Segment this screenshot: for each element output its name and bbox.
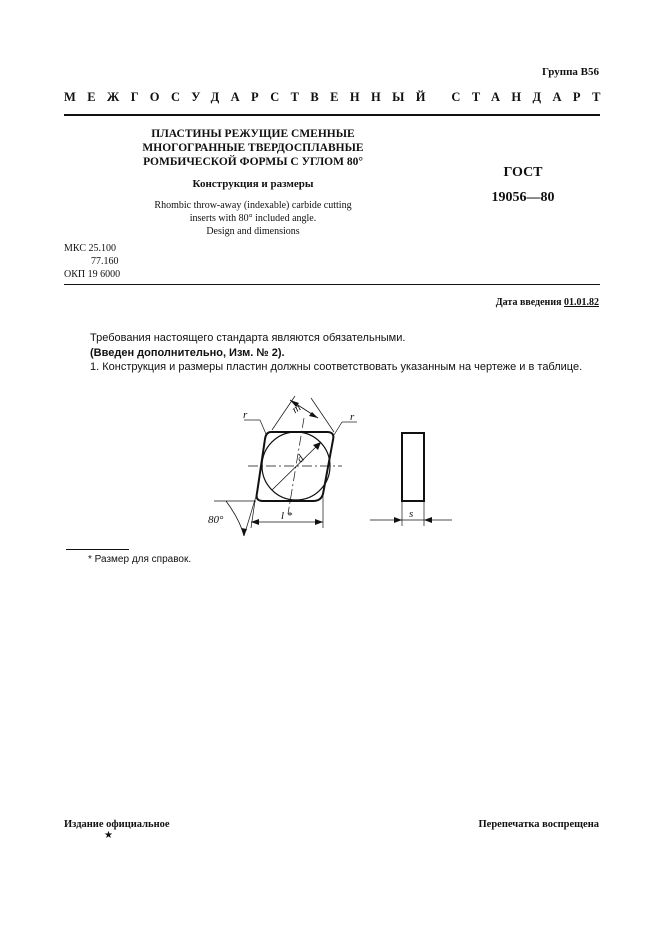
english-title — [118, 199, 388, 238]
title-block — [118, 127, 388, 238]
gost-number: 19056—80 — [491, 190, 555, 205]
label-m: m — [289, 401, 304, 417]
title-line-3: РОМБИЧЕСКОЙ ФОРМЫ С УГЛОМ 80° — [143, 156, 363, 168]
star-icon: ★ — [104, 830, 113, 841]
label-angle: 80° — [208, 514, 224, 526]
standard-banner: МЕЖГОСУДАРСТВЕННЫЙ СТАНДАРТ — [64, 90, 612, 104]
section-rule — [64, 284, 600, 285]
english-title-line-1: Rhombic throw-away (indexable) carbide cutting — [154, 200, 352, 211]
insert-side-view — [402, 433, 424, 501]
header-rule — [64, 114, 600, 116]
gost-label: ГОСТ — [503, 165, 543, 180]
paragraph-mandatory: Требования настоящего стандарта являются обязательными. — [90, 332, 406, 344]
title-line-1: ПЛАСТИНЫ РЕЖУЩИЕ СМЕННЫЕ — [151, 128, 355, 140]
english-title-line-3: Design and dimensions — [206, 226, 300, 237]
introduction-date-value: 01.01.82 — [564, 297, 599, 308]
classification-codes — [64, 242, 120, 281]
label-r-right: r — [350, 411, 355, 423]
label-d: d — [294, 452, 307, 466]
mks-code-2: 77.160 — [91, 256, 119, 267]
paragraph-clause-1: 1. Конструкция и размеры пластин должны соответствовать указанным на чертеже и в таблице. — [90, 361, 583, 373]
english-title-line-2: inserts with 80° included angle. — [189, 213, 317, 224]
introduction-date-label: Дата введения — [495, 297, 564, 308]
label-s: s — [409, 508, 414, 520]
footnote-rule — [66, 549, 129, 550]
angle-arc — [226, 501, 244, 536]
insert-outline — [257, 432, 334, 501]
mks-code-1: МКС 25.100 — [64, 243, 116, 254]
group-code: Группа В56 — [541, 66, 599, 78]
gost-designation — [470, 160, 576, 210]
reprint-prohibited: Перепечатка воспрещена — [478, 819, 599, 830]
label-r-left: r — [243, 409, 248, 421]
introduction-date — [496, 297, 599, 308]
label-l: l * — [281, 510, 293, 522]
okp-code: ОКП 19 6000 — [64, 269, 121, 280]
footnote: * Размер для справок. — [88, 554, 192, 565]
title-line-2: МНОГОГРАННЫЕ ТВЕРДОСПЛАВНЫЕ — [142, 142, 364, 154]
paragraph-amendment: (Введен дополнительно, Изм. № 2). — [90, 346, 285, 359]
official-edition: Издание официальное — [64, 819, 170, 830]
insert-drawing — [200, 390, 470, 540]
body-text — [90, 331, 610, 375]
title-subtitle: Конструкция и размеры — [192, 178, 314, 190]
